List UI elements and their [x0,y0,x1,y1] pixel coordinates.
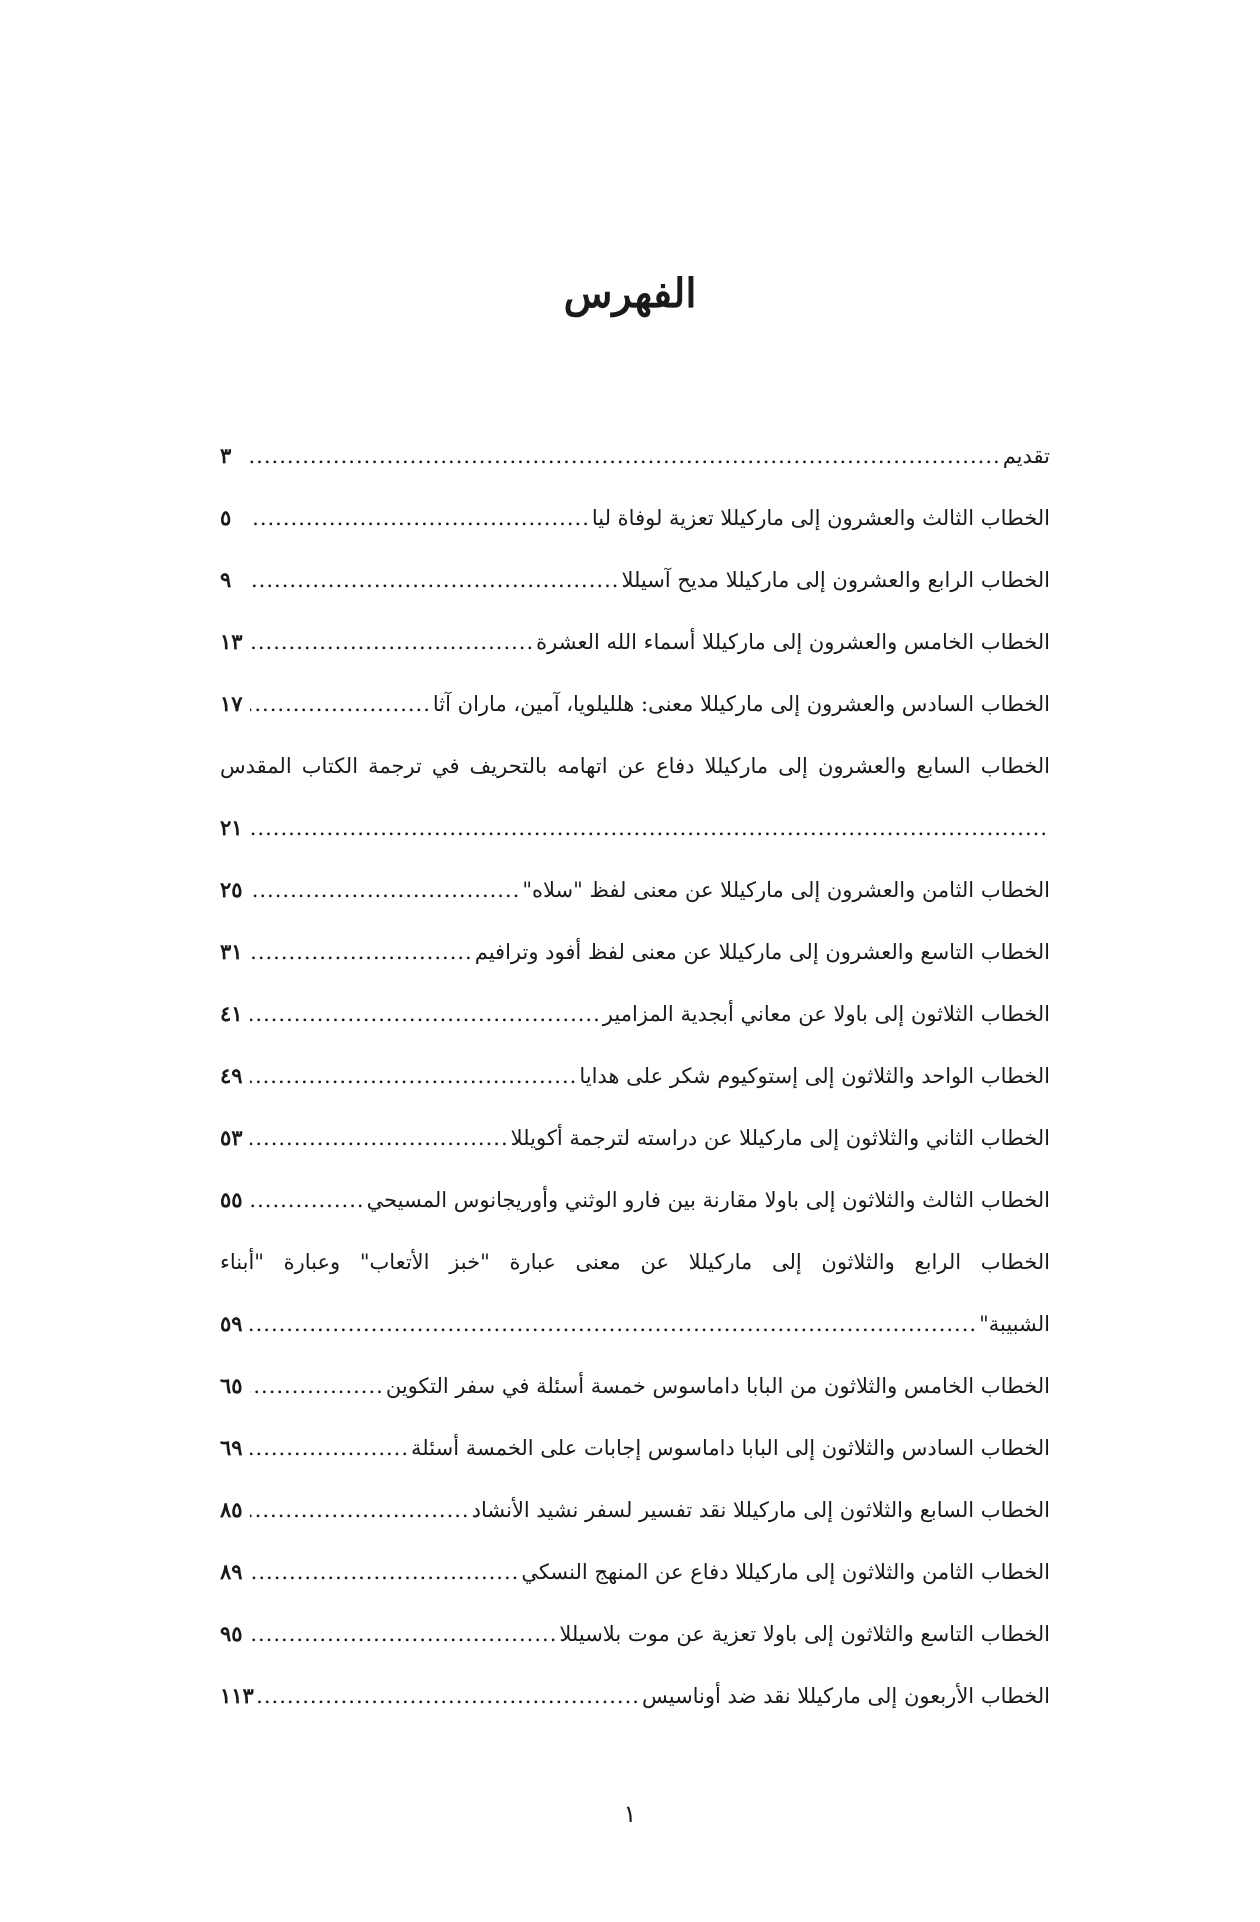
toc-entry-title: الخطاب الثامن والعشرون إلى ماركيللا عن معنى لفظ "سلاه" [522,878,1050,902]
toc-entry-page: ٤٩ [220,1063,243,1088]
toc-entry-title: الخطاب السابع والعشرون إلى ماركيللا دفاع عن اتهامه بالتحريف في ترجمة الكتاب المقدس [220,754,1050,778]
toc-entry[interactable] [220,1107,1050,1169]
toc-entry-title: الخطاب السادس والعشرون إلى ماركيللا معنى: هلليلويا، آمين، ماران آثا [432,692,1050,716]
toc-entry-page: ٣ [220,443,232,468]
toc-entry[interactable] [220,859,1050,921]
page-title: الفهرس [563,270,697,317]
toc-entry[interactable] [220,425,1050,487]
dot-leader [250,1603,557,1665]
toc-entry-title-cont: الشبيبة" [979,1312,1050,1336]
toc-entry-page: ٨٩ [220,1559,243,1584]
dot-leader [250,1107,509,1169]
toc-entry-title: الخطاب الثالث والعشرون إلى ماركيللا تعزية لوفاة ليا [591,506,1050,530]
toc-entry-title: الخطاب الواحد والثلاثون إلى إستوكيوم شكر على هدايا [579,1064,1050,1088]
toc-entry-title: الخطاب السادس والثلاثون إلى البابا داماسوس إجابات على الخمسة أسئلة [411,1436,1050,1460]
toc-entry-page: ١٧ [220,691,243,716]
toc-entry[interactable] [220,1479,1050,1541]
toc-entry-page: ٥٣ [220,1125,243,1150]
dot-leader [250,1479,470,1541]
toc-entry-page: ١١٣ [220,1683,254,1708]
dot-leader [250,425,1001,487]
toc-entry-page: ٦٩ [220,1435,243,1460]
toc-entry-page: ٤١ [220,1001,243,1026]
toc-entry-page: ٥٥ [220,1187,243,1212]
toc-entry[interactable] [220,1417,1050,1479]
toc-entry-title: الخطاب التاسع والعشرون إلى ماركيللا عن معنى لفظ أفود وترافيم [474,940,1050,964]
dot-leader [250,673,431,735]
toc-entry[interactable] [220,1603,1050,1665]
dot-leader [250,1541,519,1603]
toc-entry-page: ٥٩ [220,1311,243,1336]
toc-entry-page: ٢١ [220,815,243,840]
toc-entry[interactable] [220,1045,1050,1107]
toc-entry[interactable] [220,549,1050,611]
toc-entry[interactable] [220,487,1050,549]
toc-entry-page: ٩٥ [220,1621,243,1646]
toc-entry[interactable] [220,1169,1050,1231]
dot-leader [250,549,619,611]
toc-entry-title: الخطاب الثامن والثلاثون إلى ماركيللا دفاع عن المنهج النسكي [521,1560,1050,1584]
dot-leader [250,611,534,673]
toc-entry-title: الخطاب الخامس والثلاثون من البابا داماسوس خمسة أسئلة في سفر التكوين [385,1374,1050,1398]
toc-entry-title: الخطاب الأربعون إلى ماركيللا نقد ضد أوناسيس [641,1684,1050,1708]
toc-entry-title: الخطاب الرابع والثلاثون إلى ماركيللا عن معنى عبارة "خبز الأتعاب" وعبارة "أبناء [220,1250,1050,1274]
toc-entry-title: تقديم [1002,444,1050,468]
dot-leader [256,1665,640,1727]
dot-leader [250,921,473,983]
toc-entry-title: الخطاب الثاني والثلاثون إلى ماركيللا عن دراسته لترجمة أكويللا [510,1126,1050,1150]
toc-entry[interactable] [220,1541,1050,1603]
toc-entry[interactable] [220,983,1050,1045]
toc-entry-line1[interactable] [220,735,1050,797]
dot-leader [250,859,520,921]
dot-leader [250,797,1048,859]
toc-entry-line2[interactable] [220,1293,1050,1355]
toc-entry-line2[interactable] [220,797,1050,859]
dot-leader [250,1293,977,1355]
toc-entry-page: ٢٥ [220,877,243,902]
dot-leader [250,1417,409,1479]
toc-entry-title: الخطاب الثالث والثلاثون إلى باولا مقارنة بين فارو الوثني وأوريجانوس المسيحي [366,1188,1050,1212]
toc-entry-title: الخطاب الخامس والعشرون إلى ماركيللا أسماء الله العشرة [536,630,1050,654]
toc-entry[interactable] [220,673,1050,735]
toc-entry-title: الخطاب التاسع والثلاثون إلى باولا تعزية عن موت بلاسيللا [559,1622,1050,1646]
toc-entry[interactable] [220,1665,1050,1727]
dot-leader [250,1045,577,1107]
toc-entry-title: الخطاب السابع والثلاثون إلى ماركيللا نقد تفسير لسفر نشيد الأنشاد [471,1498,1050,1522]
table-of-contents [220,425,1050,1727]
toc-entry-line1[interactable] [220,1231,1050,1293]
toc-entry-page: ٩ [220,567,232,592]
toc-entry-page: ٨٥ [220,1497,243,1522]
toc-entry-page: ١٣ [220,629,243,654]
dot-leader [250,1169,365,1231]
dot-leader [250,1355,384,1417]
toc-entry[interactable] [220,611,1050,673]
toc-entry[interactable] [220,1355,1050,1417]
toc-entry-page: ٦٥ [220,1373,243,1398]
toc-entry-page: ٥ [220,505,232,530]
toc-entry-page: ٣١ [220,939,243,964]
dot-leader [250,983,601,1045]
page-number: ١ [623,1800,637,1828]
toc-entry[interactable] [220,921,1050,983]
dot-leader [250,487,590,549]
toc-entry-title: الخطاب الرابع والعشرون إلى ماركيللا مديح آسيللا [621,568,1050,592]
toc-entry-title: الخطاب الثلاثون إلى باولا عن معاني أبجدية المزامير [602,1002,1050,1026]
